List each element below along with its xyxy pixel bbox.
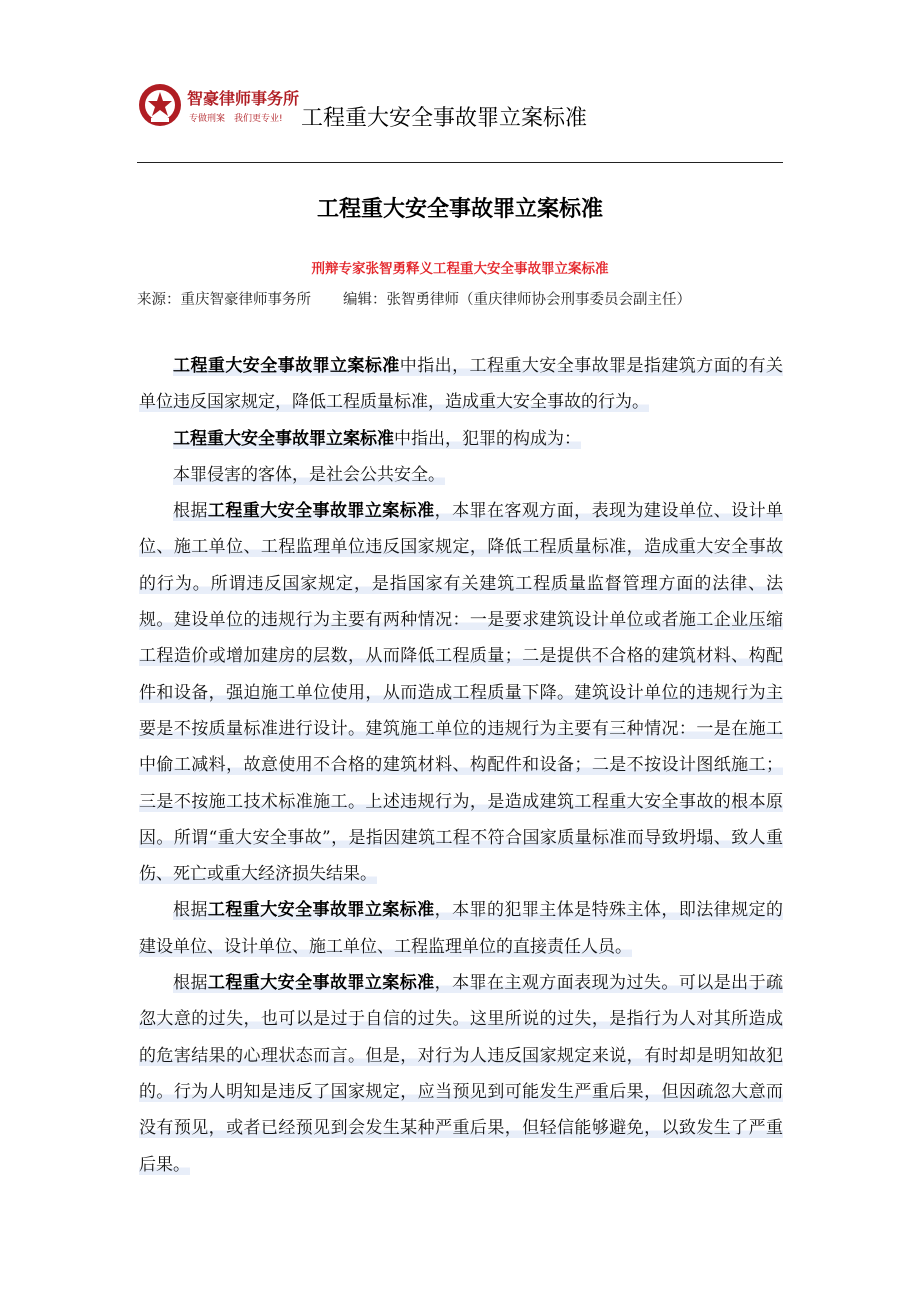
- logo-slogan: 专做刑案 我们更专业!: [189, 114, 283, 124]
- paragraph: 工程重大安全事故罪立案标准中指出，工程重大安全事故罪是指建筑方面的有关单位违反国家规定，降低工程质量标准，造成重大安全事故的行为。: [139, 356, 784, 413]
- document-meta: [137, 288, 691, 309]
- logo-firm-name: 智豪律师事务所: [187, 89, 300, 108]
- keyword-bold: 工程重大安全事故罪立案标准: [173, 356, 400, 376]
- paragraph: 本罪侵害的客体，是社会公共安全。: [173, 464, 445, 485]
- keyword-bold: 工程重大安全事故罪立案标准: [173, 428, 394, 449]
- paragraph: 根据工程重大安全事故罪立案标准，本罪的犯罪主体是特殊主体，即法律规定的建设单位、设计单位、施工单位、工程监理单位的直接责任人员。: [139, 900, 784, 957]
- document-title: 工程重大安全事故罪立案标准: [316, 197, 603, 222]
- source-label: 来源：重庆智豪律师事务所: [137, 292, 311, 308]
- firm-logo: [137, 82, 307, 130]
- document-subtitle: 刑辩专家张智勇释义工程重大安全事故罪立案标准: [311, 261, 609, 277]
- keyword-bold: 工程重大安全事故罪立案标准: [207, 900, 435, 921]
- keyword-bold: 工程重大安全事故罪立案标准: [207, 501, 435, 522]
- paragraph: 根据工程重大安全事故罪立案标准，本罪在客观方面，表现为建设单位、设计单位、施工单位、工程监理单位违反国家规定，降低工程质量标准，造成重大安全事故的行为。所谓违反国家规定，是指国家有关建筑工程质量监督管理方面的法律、法规。建设单位的违规行为主要有两种情况：一是要求建筑设计单位或者施工企业压缩工程造价或增加建房的层数，从而降低工程质量；二是提供不合格的建筑材料、构配件和设备，强迫施工单位使用，从而造成工程质量下降。建筑设计单位的违规行为主要是不按质量标准进行设计。建筑施工单位的违规行为主要有三种情况：一是在施工中偷工减料，故意使用不合格的建筑材料、构配件和设备；二是不按设计图纸施工；三是不按施工技术标准施工。上述违规行为，是造成建筑工程重大安全事故的根本原因。所谓“重大安全事故”，是指因建筑工程不符合国家质量标准而导致坍塌、致人重伤、死亡或重大经济损失结果。: [139, 501, 784, 885]
- page-header: [137, 80, 783, 144]
- emblem-icon: [137, 82, 183, 128]
- header-title: 工程重大安全事故罪立案标准: [301, 106, 588, 131]
- keyword-bold: 工程重大安全事故罪立案标准: [207, 973, 435, 994]
- paragraph: 根据工程重大安全事故罪立案标准，本罪在主观方面表现为过失。可以是出于疏忽大意的过失，也可以是过于自信的过失。这里所说的过失，是指行为人对其所造成的危害结果的心理状态而言。但是，对行为人违反国家规定来说，有时却是明知故犯的。行为人明知是违反了国家规定，应当预见到可能发生严重后果，但因疏忽大意而没有预见，或者已经预见到会发生某种严重后果，但轻信能够避免，以致发生了严重后果。: [139, 973, 784, 1175]
- editor-label: 编辑：张智勇律师（重庆律师协会刑事委员会副主任）: [343, 292, 691, 308]
- document-body: [139, 348, 783, 1183]
- header-divider: [137, 162, 783, 163]
- paragraph: 工程重大安全事故罪立案标准中指出，犯罪的构成为：: [173, 428, 581, 449]
